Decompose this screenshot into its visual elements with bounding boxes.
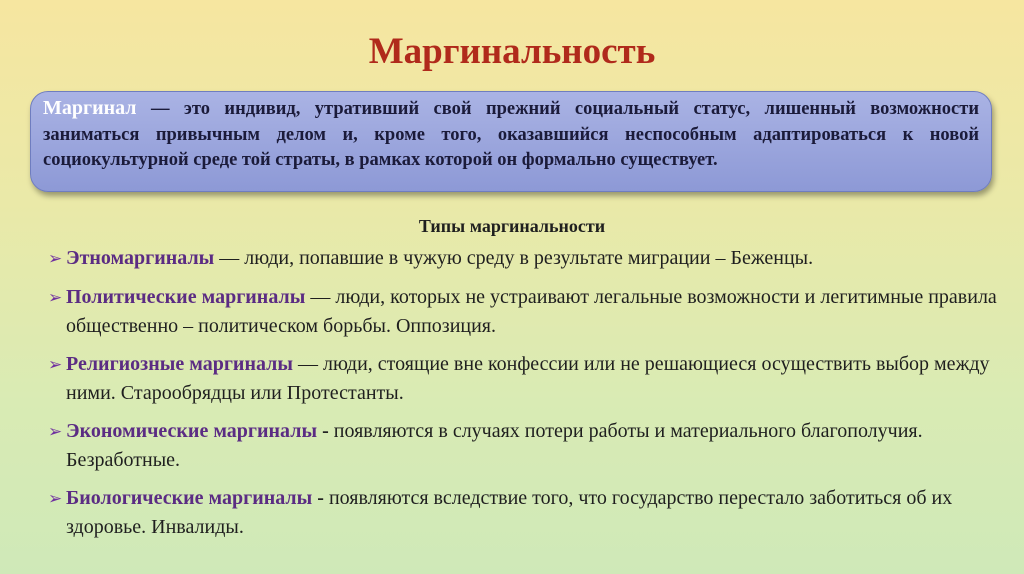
type-separator: — bbox=[305, 286, 336, 308]
arrow-bullet-icon: ➢ bbox=[48, 355, 63, 374]
arrow-bullet-icon: ➢ bbox=[48, 489, 63, 508]
arrow-bullet-icon: ➢ bbox=[48, 288, 63, 307]
types-list bbox=[48, 244, 998, 551]
type-item-religious bbox=[48, 350, 998, 408]
type-description: люди, которых не устраивают легальные возможности и легитимные правила общественно – политическом борьбы. Оппозиция. bbox=[66, 286, 997, 337]
type-term: Биологические маргиналы bbox=[66, 487, 313, 509]
definition-box bbox=[30, 91, 992, 192]
type-description: люди, стоящие вне конфессии или не решающиеся осуществить выбор между ними. Старообрядцы или Протестанты. bbox=[66, 353, 990, 404]
type-item-political bbox=[48, 283, 998, 341]
types-heading: Типы маргинальности bbox=[418, 216, 606, 236]
type-item-ethno bbox=[48, 244, 998, 273]
type-separator: — bbox=[214, 247, 245, 269]
type-separator: - bbox=[312, 487, 329, 509]
type-item-biological bbox=[48, 484, 998, 542]
type-term: Этномаргиналы bbox=[66, 247, 215, 269]
definition-term: Маргинал bbox=[43, 97, 137, 119]
arrow-bullet-icon: ➢ bbox=[48, 249, 63, 268]
type-description: появляются в случаях потери работы и материального благополучия. Безработные. bbox=[66, 420, 923, 471]
type-separator: - bbox=[317, 420, 334, 442]
arrow-bullet-icon: ➢ bbox=[48, 422, 63, 441]
type-term: Религиозные маргиналы bbox=[66, 353, 293, 375]
type-description: люди, попавшие в чужую среду в результате миграции – Беженцы. bbox=[244, 247, 814, 269]
type-item-economic bbox=[48, 417, 998, 475]
type-separator: — bbox=[292, 353, 323, 375]
type-term: Политические маргиналы bbox=[66, 286, 306, 308]
definition-text: — это индивид, утративший свой прежний социальный статус, лишенный возможности заниматься привычным делом и, кроме того, оказавшийся неспособным адаптироваться к новой социокультурной среде той страты, в рамках которой он формально существует. bbox=[43, 99, 979, 170]
type-description: появляются вследствие того, что государство перестало заботиться об их здоровье. Инвалиды. bbox=[66, 487, 953, 538]
slide-title: Маргинальность bbox=[368, 31, 656, 72]
type-term: Экономические маргиналы bbox=[66, 420, 318, 442]
